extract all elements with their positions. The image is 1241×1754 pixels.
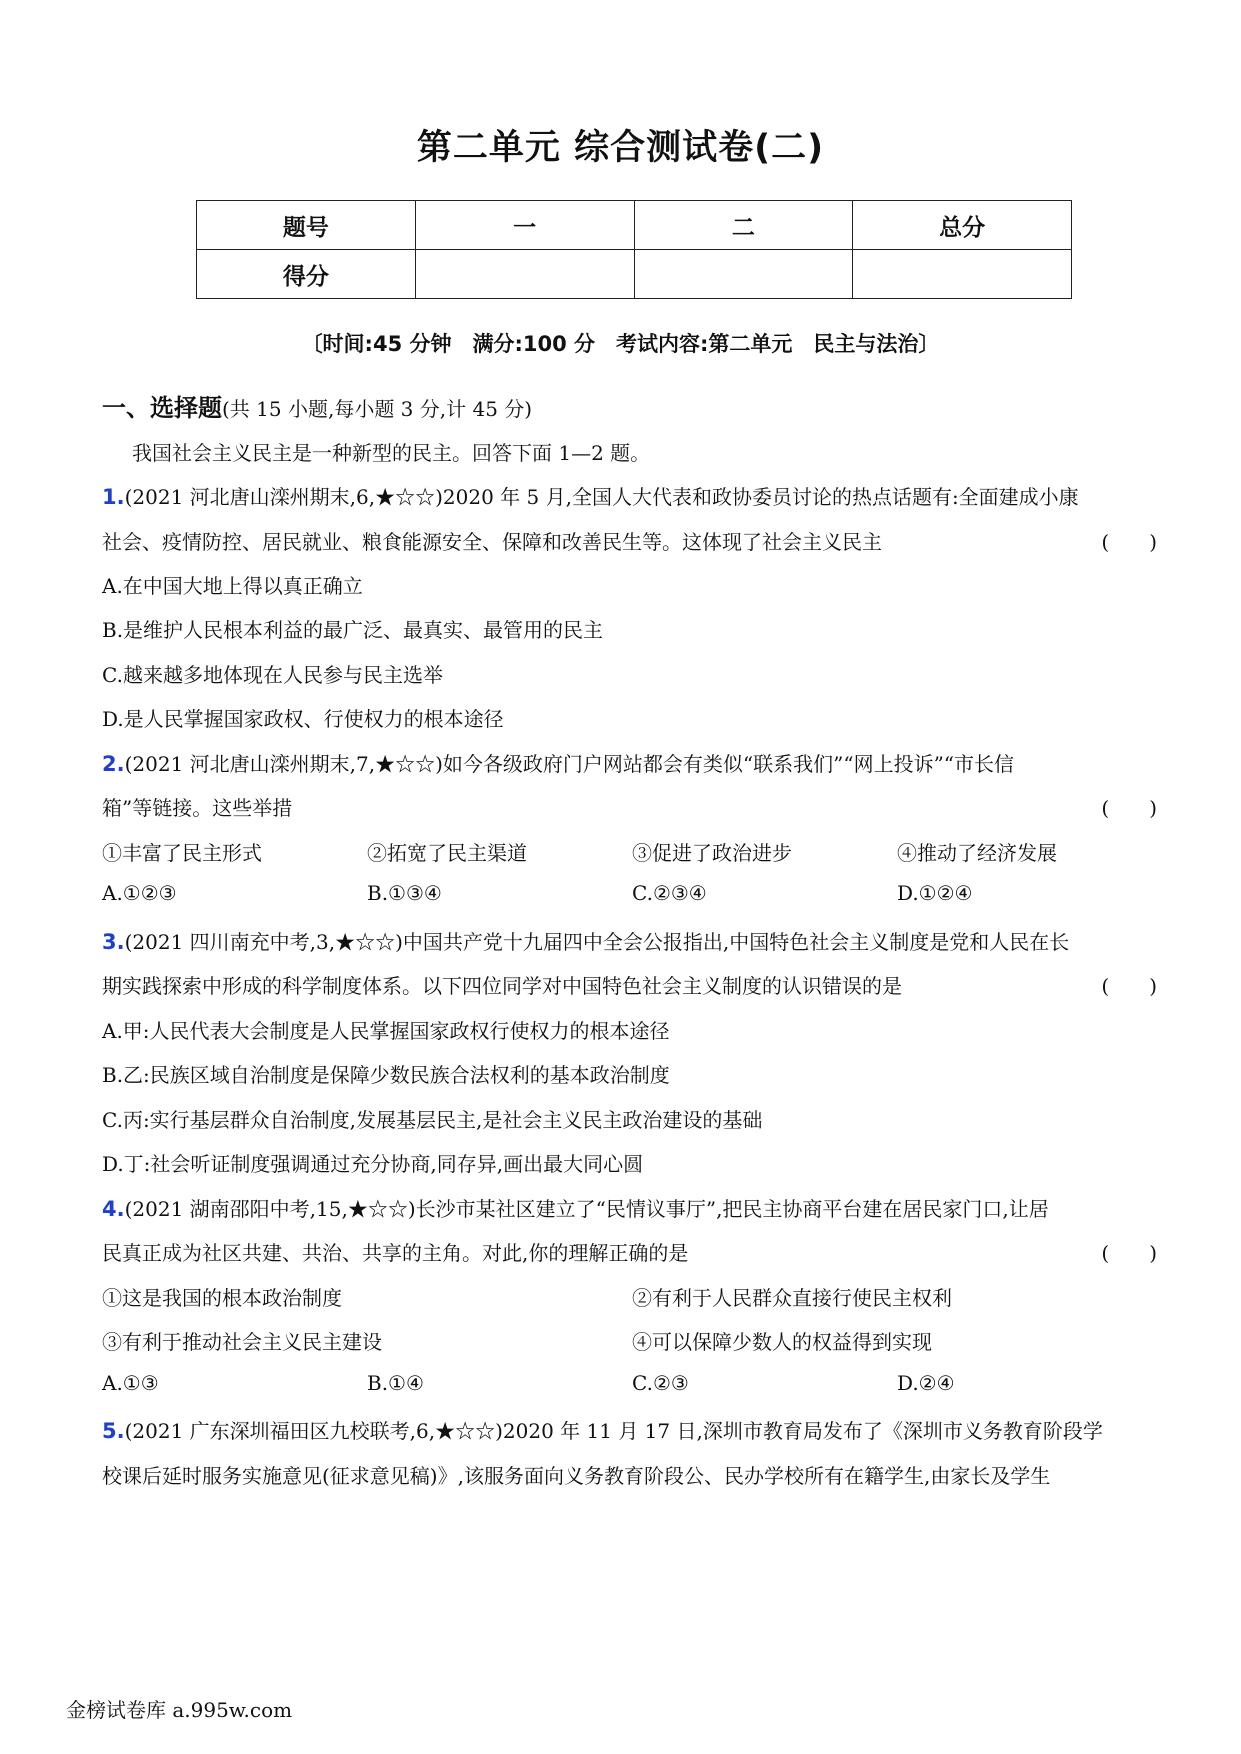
option-b: B.①④ [367,1371,424,1395]
statement: ②有利于人民群众直接行使民主权利 [632,1286,952,1310]
answer-blank: ( ) [1101,796,1157,820]
question-1-line1 [102,481,1079,510]
answer-blank: ( ) [1101,1241,1157,1265]
question-number: 2. [102,752,125,776]
option-c: C.越来越多地体现在人民参与民主选举 [102,663,443,687]
statement: ③促进了政治进步 [632,841,792,865]
question-2-line1 [102,748,1014,777]
option-c: C.丙:实行基层群众自治制度,发展基层民主,是社会主义民主政治建设的基础 [102,1108,763,1132]
statement: ④推动了经济发展 [897,841,1057,865]
question-text: (2021 广东深圳福田区九校联考,6,★☆☆)2020 年 11 月 17 日,深圳市教育局发布了《深圳市义务教育阶段学 [124,1419,1103,1443]
statement: ①这是我国的根本政治制度 [102,1286,342,1310]
score-row-label: 得分 [197,250,416,299]
question-group-intro: 我国社会主义民主是一种新型的民主。回答下面 1—2 题。 [132,441,651,465]
score-header-cell: 总分 [853,201,1072,250]
score-cell [415,250,634,299]
question-2-line2: 箱”等链接。这些举措 [102,796,293,820]
statement: ③有利于推动社会主义民主建设 [102,1330,382,1354]
question-4-options [102,1371,1162,1395]
statement: ②拓宽了民主渠道 [367,841,527,865]
question-3-line2: 期实践探索中形成的科学制度体系。以下四位同学对中国特色社会主义制度的认识错误的是 [102,974,902,998]
statement: ①丰富了民主形式 [102,841,262,865]
statement: ④可以保障少数人的权益得到实现 [632,1330,932,1354]
question-4-statements-row1 [102,1282,1162,1311]
option-a: A.①②③ [102,881,177,905]
option-d: D.②④ [897,1371,955,1395]
score-header-cell: 题号 [197,201,416,250]
question-number: 1. [102,485,125,509]
question-text: (2021 河北唐山滦州期末,7,★☆☆)如今各级政府门户网站都会有类似“联系我们”“网上投诉”“市长信 [124,752,1015,776]
question-number: 3. [102,930,125,954]
option-a: A.在中国大地上得以真正确立 [102,574,363,598]
question-text: (2021 四川南充中考,3,★☆☆)中国共产党十九届四中全会公报指出,中国特色社会主义制度是党和人民在长 [124,930,1070,954]
score-table [196,200,1072,299]
section-note: (共 15 小题,每小题 3 分,计 45 分) [222,397,533,421]
score-table-score-row [197,250,1072,299]
page-title: 第二单元 综合测试卷(二) [416,128,825,168]
question-3-line1 [102,926,1069,955]
option-b: B.是维护人民根本利益的最广泛、最真实、最管用的民主 [102,618,604,642]
question-4-line1 [102,1193,1049,1222]
option-c: C.②③④ [632,881,707,905]
score-table-header-row [197,201,1072,250]
option-a: A.①③ [102,1371,159,1395]
option-c: C.②③ [632,1371,689,1395]
answer-blank: ( ) [1101,974,1157,998]
option-d: D.①②④ [897,881,973,905]
question-4-statements-row2 [102,1326,1162,1355]
question-2-statements [102,837,1162,866]
option-b: B.乙:民族区域自治制度是保障少数民族合法权利的基本政治制度 [102,1063,670,1087]
footer-source: 金榜试卷库 a.995w.com [66,1698,293,1722]
option-d: D.是人民掌握国家政权、行使权力的根本途径 [102,707,504,731]
option-b: B.①③④ [367,881,442,905]
section-heading [102,388,532,423]
score-cell [853,250,1072,299]
question-number: 5. [102,1419,125,1443]
question-5-line1 [102,1415,1103,1444]
question-1-line2: 社会、疫情防控、居民就业、粮食能源安全、保障和改善民生等。这体现了社会主义民主 [102,530,882,554]
option-d: D.丁:社会听证制度强调通过充分协商,同存异,画出最大同心圆 [102,1152,644,1176]
exam-info: 〔时间:45 分钟 满分:100 分 考试内容:第二单元 民主与法治〕 [301,332,940,356]
question-number: 4. [102,1197,125,1221]
question-text: (2021 河北唐山滦州期末,6,★☆☆)2020 年 5 月,全国人大代表和政协委员讨论的热点话题有:全面建成小康 [124,485,1079,509]
question-4-line2: 民真正成为社区共建、共治、共享的主角。对此,你的理解正确的是 [102,1241,689,1265]
score-cell [634,250,853,299]
question-text: (2021 湖南邵阳中考,15,★☆☆)长沙市某社区建立了“民情议事厅”,把民主协商平台建在居民家门口,让居 [124,1197,1049,1221]
answer-blank: ( ) [1101,530,1157,554]
question-5-line2: 校课后延时服务实施意见(征求意见稿)》,该服务面向义务教育阶段公、民办学校所有在籍学生,由家长及学生 [102,1464,1051,1488]
section-title: 一、选择题 [102,394,222,422]
option-a: A.甲:人民代表大会制度是人民掌握国家政权行使权力的根本途径 [102,1019,670,1043]
question-2-options [102,881,1162,905]
score-header-cell: 二 [634,201,853,250]
score-header-cell: 一 [415,201,634,250]
